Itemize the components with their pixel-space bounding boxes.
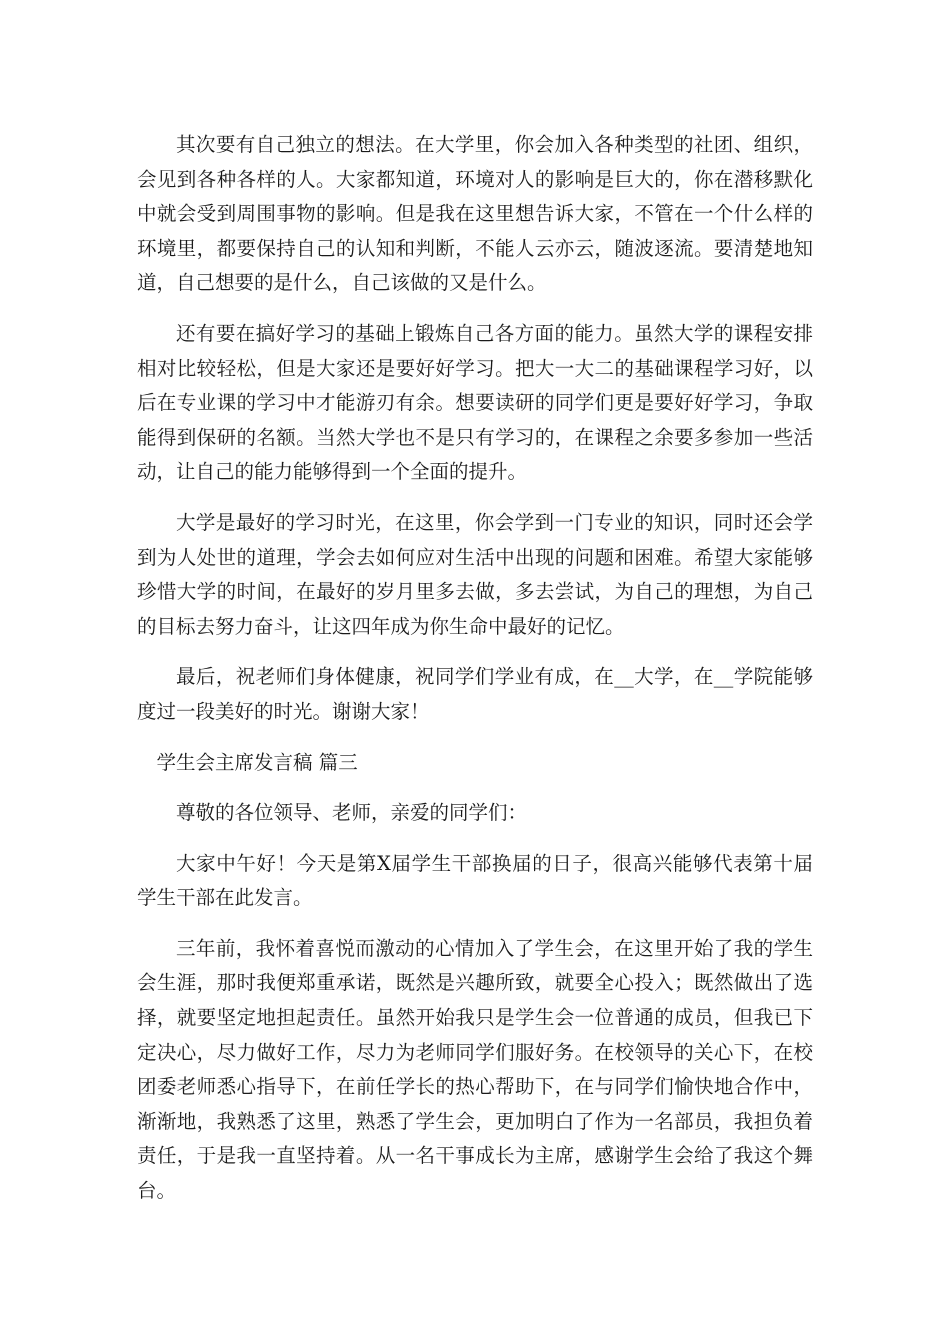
section-heading: 学生会主席发言稿 篇三 (156, 750, 358, 774)
paragraph-develop-abilities: 还有要在搞好学习的基础上锻炼自己各方面的能力。虽然大学的课程安排相对比较轻松，但是大家还是要好好学习。把大一大二的基础课程学习好，以后在专业课的学习中才能游刃有余。想要读研的同学们更是要好好学习，争取能得到保研的名额。当然大学也不是只有学习的，在课程之余要多参加一些活动，让自己的能力能够得到一个全面的提升。 (137, 321, 813, 484)
paragraph-salutation: 尊敬的各位领导、老师，亲爱的同学们： (176, 801, 528, 825)
paragraph-greeting: 大家中午好！今天是第X届学生干部换届的日子，很高兴能够代表第十届学生干部在此发言。 (137, 851, 813, 910)
paragraph-closing-wishes: 最后，祝老师们身体健康，祝同学们学业有成，在__大学，在__学院能够度过一段美好的时光。谢谢大家！ (137, 665, 813, 723)
paragraph-independent-thinking: 其次要有自己独立的想法。在大学里，你会加入各种类型的社团、组织，会见到各种各样的人。大家都知道，环境对人的影响是巨大的，你在潜移默化中就会受到周围事物的影响。但是我在这里想告诉大家，不管在一个什么样的环境里，都要保持自己的认知和判断，不能人云亦云，随波逐流。要清楚地知道，自己想要的是什么，自己该做的又是什么。 (137, 133, 813, 295)
paragraph-best-study-time: 大学是最好的学习时光，在这里，你会学到一门专业的知识，同时还会学到为人处世的道理，学会去如何应对生活中出现的问题和困难。希望大家能够珍惜大学的时间，在最好的岁月里多去做，多去尝试，为自己的理想，为自己的目标去努力奋斗，让这四年成为你生命中最好的记忆。 (137, 510, 813, 638)
paragraph-three-years-ago: 三年前，我怀着喜悦而激动的心情加入了学生会，在这里开始了我的学生会生涯，那时我便郑重承诺，既然是兴趣所致，就要全心投入；既然做出了选择，就要坚定地担起责任。虽然开始我只是学生会一位普通的成员，但我已下定决心，尽力做好工作，尽力为老师同学们服好务。在校领导的关心下，在校团委老师悉心指导下，在前任学长的热心帮助下，在与同学们愉快地合作中，渐渐地，我熟悉了这里，熟悉了学生会，更加明白了作为一名部员，我担负着责任，于是我一直坚持着。从一名干事成长为主席，感谢学生会给了我这个舞台。 (137, 936, 813, 1203)
document-body (137, 128, 813, 1225)
